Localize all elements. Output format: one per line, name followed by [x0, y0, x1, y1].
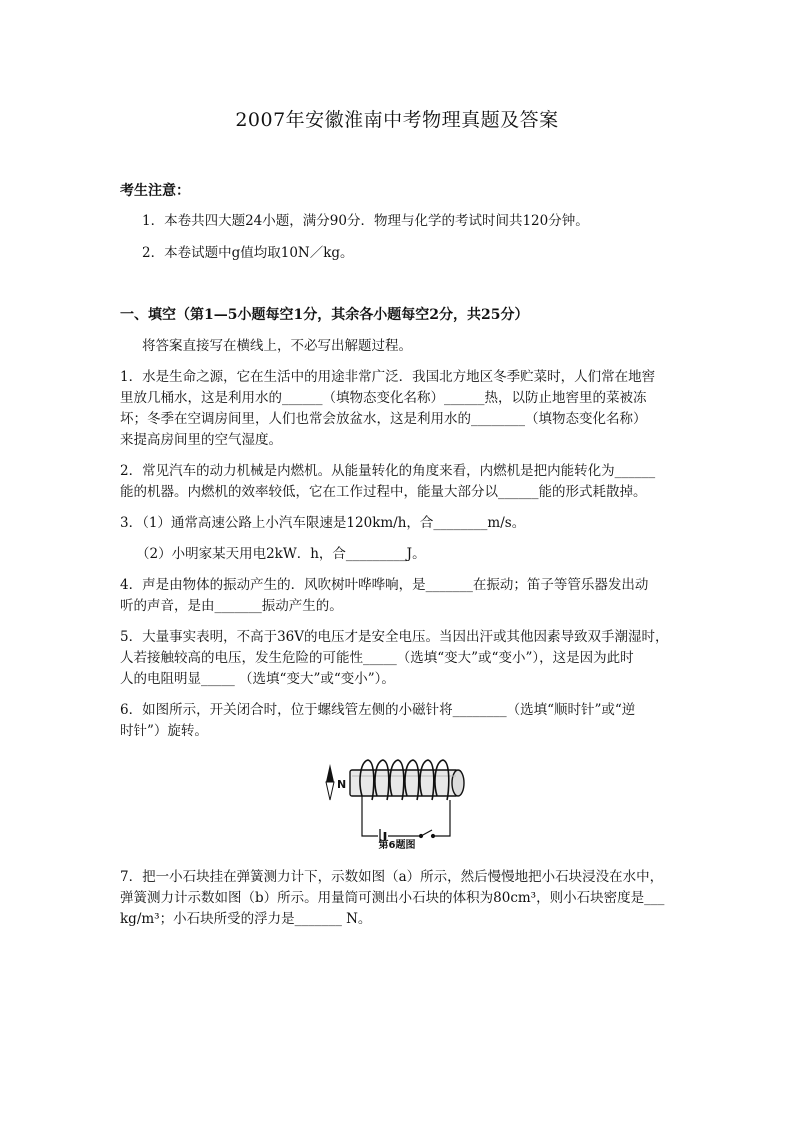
- question-5-line: 人若接触较高的电压，发生危险的可能性_____（选填“变大”或“变小”），这是因为此时: [120, 650, 634, 666]
- question-2-line: 2．常见汽车的动力机械是内燃机。从能量转化的角度来看，内燃机是把内能转化为______: [120, 463, 656, 479]
- notice-item: 2．本卷试题中g值均取10N／kg。: [142, 245, 354, 261]
- figure-caption: 第6题图: [378, 840, 416, 851]
- question-3-line: （2）小明家某天用电2kW．h，合_________J。: [136, 546, 426, 562]
- question-2-line: 能的机器。内燃机的效率较低，它在工作过程中，能量大部分以______能的形式耗散掉。: [120, 484, 647, 500]
- section-heading: 一、填空（第1—5小题每空1分，其余各小题每空2分，共25分）: [120, 307, 529, 323]
- question-4-line: 4．声是由物体的振动产生的．风吹树叶哗哗响，是_______在振动；笛子等管乐器发出动: [120, 577, 649, 593]
- section-instruction: 将答案直接写在横线上，不必写出解题过程。: [142, 338, 412, 354]
- question-7-line: 弹簧测力计示数如图（b）所示。用量筒可测出小石块的体积为80cm³，则小石块密度是___: [120, 890, 665, 906]
- question-1-line: 坏；冬季在空调房间里，人们也常会放盆水，这是利用水的________（填物态变化名称）: [120, 411, 647, 427]
- question-1-line: 里放几桶水，这是利用水的______（填物态变化名称）______热，以防止地窖里的菜被冻: [120, 390, 647, 406]
- question-1-line: 1．水是生命之源，它在生活中的用途非常广泛．我国北方地区冬季贮菜时，人们常在地窖: [120, 369, 656, 385]
- question-4-line: 听的声音，是由_______振动产生的。: [120, 598, 343, 614]
- question-1-line: 来提高房间里的空气湿度。: [120, 432, 282, 448]
- question-7-line: kg/m³；小石块所受的浮力是_______ N。: [120, 911, 372, 927]
- needle-label: N: [337, 778, 347, 791]
- question-6-line: 6．如图所示，开关闭合时，位于螺线管左侧的小磁针将________（选填“顺时针”或“逆: [120, 702, 636, 718]
- notice-item: 1．本卷共四大题24小题，满分90分．物理与化学的考试时间共120分钟。: [142, 213, 589, 229]
- question-6-line: 时针”）旋转。: [120, 723, 208, 739]
- page-title: 2007年安徽淮南中考物理真题及答案: [235, 109, 559, 131]
- question-5-line: 人的电阻明显_____ （选填“变大”或“变小”）。: [120, 671, 395, 687]
- question-5-line: 5．大量事实表明，不高于36V的电压才是安全电压。当因出汗或其他因素导致双手潮湿时，: [120, 629, 669, 645]
- question-7-line: 7．把一小石块挂在弹簧测力计下，示数如图（a）所示，然后慢慢地把小石块浸没在水中，: [120, 869, 664, 885]
- solenoid-core: [350, 770, 464, 796]
- question-3-line: 3．（1）通常高速公路上小汽车限速是120km/h，合________m/s。: [120, 515, 526, 531]
- notice-heading: 考生注意：: [120, 183, 190, 199]
